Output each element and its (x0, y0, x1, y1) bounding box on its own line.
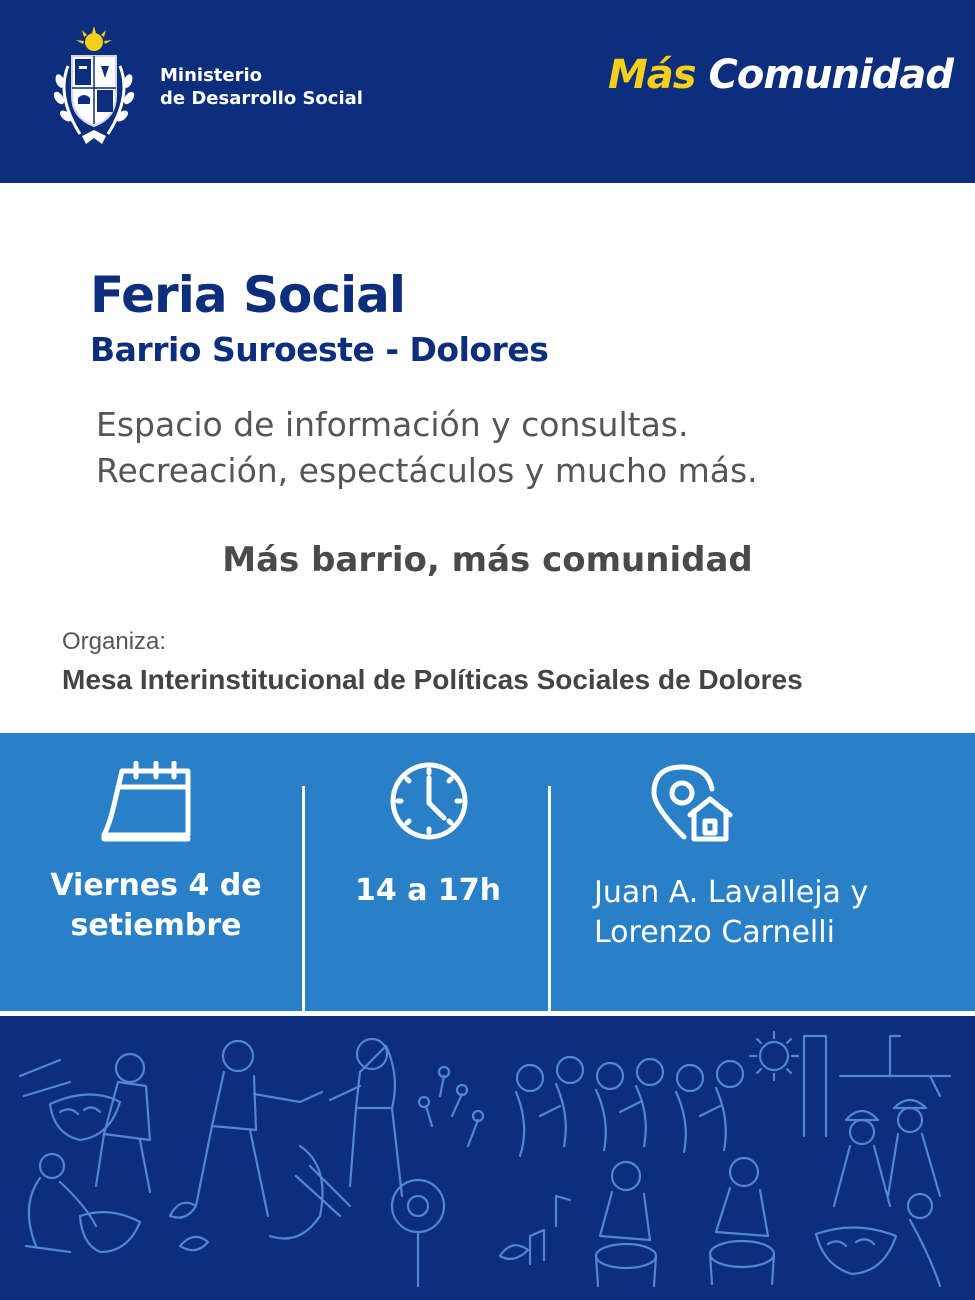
event-subtitle: Barrio Suroeste - Dolores (90, 330, 549, 369)
brand-word-comunidad: Comunidad (708, 52, 953, 98)
place-line-1: Juan A. Lavalleja y (594, 875, 869, 910)
date-line-2: setiembre (70, 908, 242, 943)
community-illustration (0, 1016, 975, 1300)
event-description (96, 402, 758, 494)
community-people-illustration (0, 1016, 975, 1300)
brand-word-mas: Más (608, 52, 696, 98)
clock-icon (388, 760, 470, 842)
description-line-2: Recreación, espectáculos y mucho más. (96, 451, 758, 490)
event-time: 14 a 17h (355, 873, 501, 908)
organizer-label: Organiza: (62, 628, 167, 655)
event-date (26, 866, 286, 946)
divider (302, 786, 305, 1011)
event-details-band (0, 733, 975, 1011)
header-bar (0, 0, 975, 183)
place-line-2: Lorenzo Carnelli (594, 915, 835, 950)
ministry-name (160, 64, 363, 110)
event-title: Feria Social (90, 266, 406, 324)
date-line-1: Viernes 4 de (50, 868, 262, 903)
coat-of-arms-icon (46, 26, 142, 150)
calendar-icon (100, 761, 194, 843)
tagline: Más barrio, más comunidad (222, 540, 753, 580)
organizer-name: Mesa Interinstitucional de Políticas Sociales de Dolores (62, 664, 803, 695)
event-place (594, 873, 868, 953)
description-line-1: Espacio de información y consultas. (96, 405, 689, 444)
ministry-line-1: Ministerio (160, 65, 263, 86)
brand-logo (608, 52, 953, 98)
ministry-line-2: de Desarrollo Social (160, 88, 363, 109)
location-home-icon (650, 763, 734, 843)
